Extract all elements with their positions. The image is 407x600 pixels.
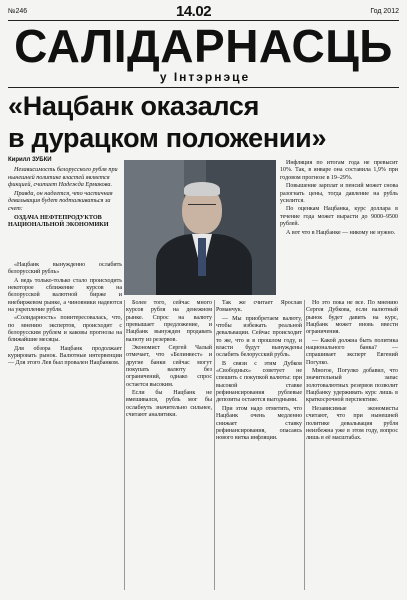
issue-date: 14.02 (176, 3, 212, 20)
column-paragraph: Более того, сейчас много курсов рубля на денежном рынке. Спрос на валюту превышает предложение, и Нацбанк вынужден продавать валюту из резервов. (126, 300, 212, 343)
article-photo (124, 160, 276, 295)
headline-line-1: «Нацбанк оказался (8, 91, 260, 121)
article-headline (8, 90, 396, 154)
side-paragraph: А вот что в Нацбанке — никому не нужно. (286, 229, 396, 236)
column-paragraph: — Мы приобретаем валюту, чтобы избежать реальной девальвации. Сейчас происходит то же, что и в прошлом году, и власти будут вынуждены ослабить белорусский рубль. (216, 315, 302, 359)
column-paragraph: А ведь только-только стало происходить некоторое сближение курсов на белорусской валютной бирже и внебиржевом рынке, а чиновники надеются на укрепление рубля. (8, 277, 122, 314)
side-paragraph: Повышение зарплат и пенсий может снова разогнать цены, тогда давление на рубль усилится. (280, 183, 398, 205)
lead-text: Правда, он надеется, что частичная девальвация будет подталкиваться за счет: (8, 189, 113, 212)
column-paragraph: Но это пока не все. По мнению Сергея Дубкова, если валютный рынок будет давить на курс, Нацбанк может вновь ввести ограничения. (306, 300, 398, 336)
column-divider (214, 300, 215, 590)
column-paragraph: Экономист Сергей Чалый отмечает, что «Белинвест» и другие банки сейчас могут покупать валюту без ограничений, однако спрос остается высоким. (126, 345, 212, 388)
column-paragraph: При этом надо отметить, что Нацбанк очень медленно снижает ставку рефинансирования, опасаясь нового витка инфляции. (216, 405, 302, 442)
article-byline: Кирилл ЗУБКИ (8, 157, 52, 163)
headline-line-2: в дурацком положении» (8, 123, 327, 153)
article-column-4 (306, 300, 398, 444)
column-paragraph: Многое, Погулко добавил, что значительный запас золотовалютных резервов позволит Нацбанку удерживать курс лишь в краткосрочной перспективе. (306, 368, 398, 404)
masthead-rule (8, 87, 399, 88)
column-paragraph: Если бы Нацбанк не вмешивался, рубль мог бы ослабнуть значительно сильнее, считают аналитики. (126, 390, 212, 419)
issue-number: №246 (8, 8, 28, 15)
side-paragraph: По оценкам Нацбанка, курс доллара в течение года может вырасти до 9000–9500 рублей. (280, 206, 398, 228)
column-paragraph: Для обзора Нацбанк продолжает курировать рынок. Валютные интервенции — Для этого Лев был провален Нацбанком. (8, 345, 122, 367)
article-column-3 (216, 300, 302, 444)
column-divider (304, 300, 305, 590)
column-paragraph: Так же считает Ярослав Романчук. (216, 300, 302, 314)
side-column (280, 160, 398, 238)
issue-year: Год 2012 (370, 8, 399, 15)
article-column-2 (126, 300, 212, 421)
header-topline (8, 3, 399, 20)
column-paragraph: Независимые экономисты считают, что при нынешней политике девальвация рубля неизбежна уже в этом году, вопрос лишь в её масштабах. (306, 405, 398, 442)
lead-caps: ОЗДАЧА НЕФТЕПРОДУКТОВ НАЦИОНАЛЬНОЙ ЭКОНОМИКИ (8, 213, 109, 229)
column-paragraph: «Солидарность» поинтересовалась, что, по мнению экспертов, происходит с белорусским рублем и каковы прогнозы на ближайшие месяцы. (8, 315, 122, 344)
lead-italic: Независимость белорусского рубля при нынешней политике властей является фикцией, считает Надежда Ермакова. (8, 166, 118, 189)
article-lead (8, 166, 122, 230)
masthead-subtitle: у Інтэрнэце (159, 70, 251, 84)
masthead-title: САЛІДАРНАСЦЬ (14, 20, 393, 72)
column-divider (124, 300, 125, 590)
column-paragraph: В связи с этим Дубков «Свободных» советует не спешить с покупкой валюты: при высокой ставке рефинансирования рублевые депозиты остаются выгодными. (216, 360, 302, 404)
article-column-1 (8, 262, 122, 369)
side-paragraph: Инфляция по итогам года не превысит 10%. Так, в январе она составила 1,9% при годовом прогнозе в 19–29%. (280, 160, 398, 181)
column-paragraph: — Какой должна быть политика национального банка? — спрашивает эксперт Евгений Погулко. (306, 337, 398, 366)
column-paragraph: «Нацбанк вынужденно ослабить белорусский рубль» (8, 262, 122, 276)
